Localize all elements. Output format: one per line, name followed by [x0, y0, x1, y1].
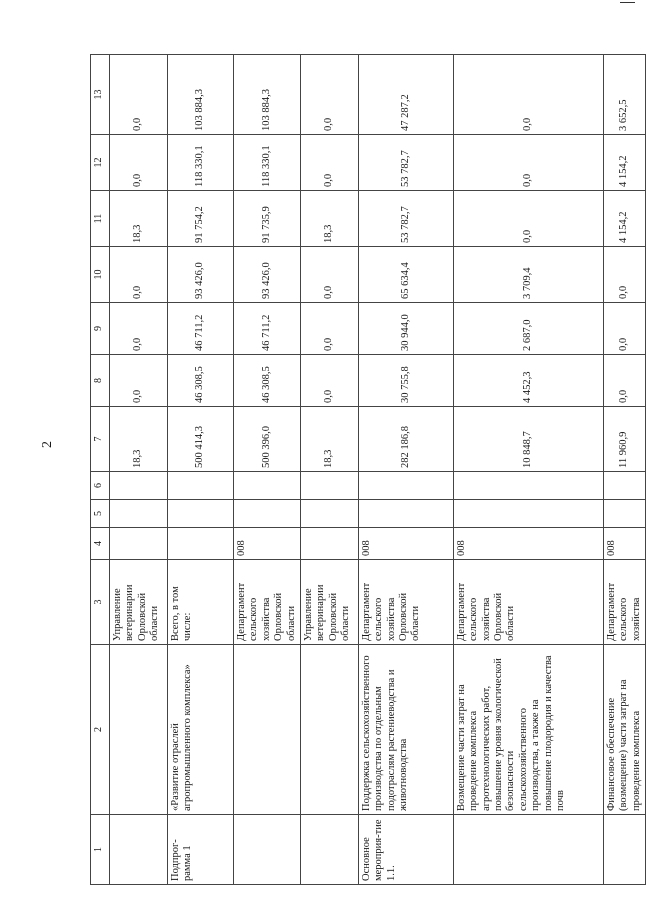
table-cell-c5	[110, 500, 168, 528]
table-cell-c1: Основное мероприя-тие 1.1.	[358, 815, 453, 885]
column-number-2: 2	[91, 645, 110, 815]
table-cell-c8: 46 308,5	[168, 355, 234, 407]
table-cell-c13: 3 652,5	[603, 55, 645, 135]
table-cell-c9: 46 711,2	[168, 303, 234, 355]
table-cell-c9: 30 944,0	[358, 303, 453, 355]
table-cell-c2: Поддержка сельскохозяйственного производства по отдельным подотраслям растениеводства и животноводства	[358, 645, 453, 815]
table-cell-c13: 103 884,3	[168, 55, 234, 135]
table-cell-c2: Финансовое обеспечение (возмещение) части затрат на проведение комплекса	[603, 645, 645, 815]
table-cell-c10: 3 709,4	[453, 247, 603, 303]
table-cell-c10: 93 426,0	[234, 247, 301, 303]
table-cell-c10: 0,0	[603, 247, 645, 303]
table-cell-c10: 0,0	[110, 247, 168, 303]
table-cell-c11: 53 782,7	[358, 191, 453, 247]
column-number-11: 11	[91, 191, 110, 247]
table-row	[300, 55, 358, 885]
column-number-row	[91, 55, 110, 885]
table-cell-c3: Департамент сельского хозяйства	[603, 560, 645, 645]
column-number-7: 7	[91, 407, 110, 472]
table-cell-c2	[234, 645, 301, 815]
table-cell-c1	[453, 815, 603, 885]
table-cell-c10: 65 634,4	[358, 247, 453, 303]
table-cell-c3: Управление ветеринарии Орловской области	[110, 560, 168, 645]
table-cell-c5	[603, 500, 645, 528]
table-cell-c2: «Развитие отраслей агропромышленного комплекса»	[168, 645, 234, 815]
table-cell-c13: 47 287,2	[358, 55, 453, 135]
table-cell-c3: Управление ветеринарии Орловской области	[300, 560, 358, 645]
table-cell-c13: 0,0	[453, 55, 603, 135]
table-cell-c4	[300, 528, 358, 560]
table-cell-c5	[300, 500, 358, 528]
rotated-table-wrapper	[90, 55, 642, 885]
table-cell-c6	[234, 472, 301, 500]
table-cell-c9: 46 711,2	[234, 303, 301, 355]
table-cell-c11: 91 754,2	[168, 191, 234, 247]
table-cell-c8: 0,0	[300, 355, 358, 407]
table-cell-c11: 91 735,9	[234, 191, 301, 247]
table-cell-c8: 30 755,8	[358, 355, 453, 407]
table-cell-c2	[110, 645, 168, 815]
column-number-13: 13	[91, 55, 110, 135]
table-cell-c6	[110, 472, 168, 500]
table-cell-c7: 500 414,3	[168, 407, 234, 472]
table-cell-c7: 18,3	[300, 407, 358, 472]
table-cell-c3: Департамент сельского хозяйства Орловской области	[453, 560, 603, 645]
column-number-8: 8	[91, 355, 110, 407]
table-row	[453, 55, 603, 885]
table-cell-c9: 0,0	[110, 303, 168, 355]
page-number: 2	[40, 441, 55, 448]
column-number-6: 6	[91, 472, 110, 500]
table-cell-c6	[603, 472, 645, 500]
table-cell-c7: 500 396,0	[234, 407, 301, 472]
table-cell-c1	[110, 815, 168, 885]
table-cell-c7: 10 848,7	[453, 407, 603, 472]
table-cell-c8: 0,0	[110, 355, 168, 407]
table-body	[110, 55, 646, 885]
column-number-12: 12	[91, 135, 110, 191]
table-cell-c7: 18,3	[110, 407, 168, 472]
table-cell-c12: 53 782,7	[358, 135, 453, 191]
table-cell-c1: Подпрог-рамма 1	[168, 815, 234, 885]
table-cell-c6	[358, 472, 453, 500]
table-cell-c3: Департамент сельского хозяйства Орловской области	[234, 560, 301, 645]
table-cell-c6	[300, 472, 358, 500]
table-cell-c2: Возмещение части затрат на проведение комплекса агротехнологических работ, повышение уровня экологической безопасности сельскохозяйственного производства, а также на повышение плодородия и качества почв	[453, 645, 603, 815]
column-number-5: 5	[91, 500, 110, 528]
table-cell-c1	[300, 815, 358, 885]
table-cell-c3: Департамент сельского хозяйства Орловской области	[358, 560, 453, 645]
table-cell-c12: 0,0	[300, 135, 358, 191]
table-cell-c5	[358, 500, 453, 528]
table-cell-c10: 93 426,0	[168, 247, 234, 303]
table-row	[234, 55, 301, 885]
table-cell-c11: 0,0	[453, 191, 603, 247]
column-number-3: 3	[91, 560, 110, 645]
budget-table	[90, 54, 646, 885]
table-cell-c1	[603, 815, 645, 885]
table-row	[603, 55, 645, 885]
table-cell-c12: 0,0	[110, 135, 168, 191]
table-row	[358, 55, 453, 885]
table-cell-c12: 0,0	[453, 135, 603, 191]
table-cell-c2	[300, 645, 358, 815]
table-row	[110, 55, 168, 885]
corner-mark	[620, 2, 635, 3]
column-number-9: 9	[91, 303, 110, 355]
table-cell-c9: 0,0	[300, 303, 358, 355]
table-cell-c9: 2 687,0	[453, 303, 603, 355]
table-cell-c4	[110, 528, 168, 560]
table-cell-c8: 46 308,5	[234, 355, 301, 407]
table-cell-c11: 18,3	[300, 191, 358, 247]
table-cell-c7: 11 960,9	[603, 407, 645, 472]
table-cell-c8: 4 452,3	[453, 355, 603, 407]
table-cell-c5	[453, 500, 603, 528]
table-cell-c13: 103 884,3	[234, 55, 301, 135]
table-cell-c6	[453, 472, 603, 500]
table-cell-c7: 282 186,8	[358, 407, 453, 472]
table-cell-c4	[168, 528, 234, 560]
table-cell-c12: 4 154,2	[603, 135, 645, 191]
table-cell-c8: 0,0	[603, 355, 645, 407]
table-cell-c5	[234, 500, 301, 528]
column-number-10: 10	[91, 247, 110, 303]
column-number-4: 4	[91, 528, 110, 560]
table-cell-c1	[234, 815, 301, 885]
table-cell-c10: 0,0	[300, 247, 358, 303]
table-cell-c12: 118 330,1	[168, 135, 234, 191]
table-cell-c11: 18,3	[110, 191, 168, 247]
table-cell-c4: 008	[358, 528, 453, 560]
table-cell-c13: 0,0	[300, 55, 358, 135]
table-cell-c3: Всего, в том числе:	[168, 560, 234, 645]
table-cell-c13: 0,0	[110, 55, 168, 135]
table-cell-c12: 118 330,1	[234, 135, 301, 191]
table-cell-c11: 4 154,2	[603, 191, 645, 247]
table-cell-c9: 0,0	[603, 303, 645, 355]
table-row	[168, 55, 234, 885]
table-cell-c4: 008	[453, 528, 603, 560]
table-cell-c4: 008	[234, 528, 301, 560]
table-cell-c6	[168, 472, 234, 500]
table-cell-c5	[168, 500, 234, 528]
column-number-1: 1	[91, 815, 110, 885]
table-cell-c4: 008	[603, 528, 645, 560]
